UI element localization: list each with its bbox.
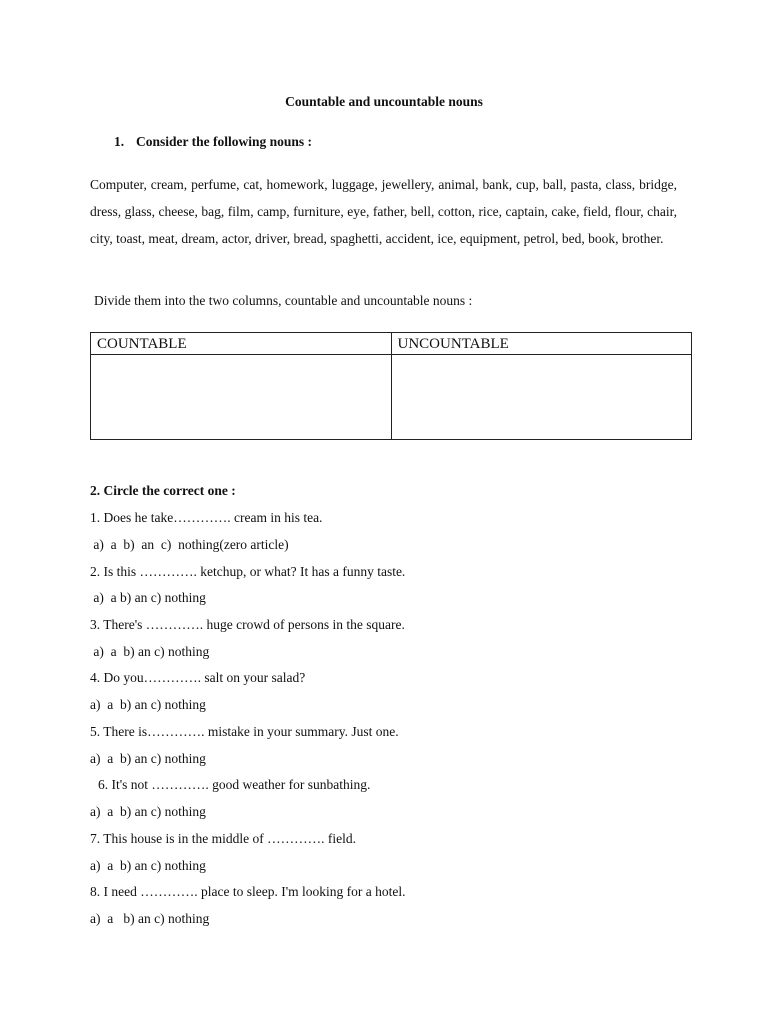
question-8-options: a) a b) an c) nothing (90, 911, 210, 926)
question-2: 2. Is this …………. ketchup, or what? It has a funny taste. (90, 564, 406, 579)
question-4: 4. Do you…………. salt on your salad? (90, 670, 306, 685)
divide-instruction: Divide them into the two columns, countable and uncountable nouns : (94, 293, 473, 308)
countable-answer-cell (91, 355, 392, 440)
countable-uncountable-table (90, 332, 692, 440)
question-8: 8. I need …………. place to sleep. I'm looking for a hotel. (90, 884, 406, 899)
uncountable-column-header: UNCOUNTABLE (391, 333, 692, 355)
question-4-options: a) a b) an c) nothing (90, 697, 206, 712)
question-1: 1. Does he take…………. cream in his tea. (90, 510, 323, 525)
question-7: 7. This house is in the middle of …………. field. (90, 831, 356, 846)
question-6-options: a) a b) an c) nothing (90, 804, 206, 819)
question-6: 6. It's not …………. good weather for sunbathing. (98, 777, 371, 792)
question-1-options: a) a b) an c) nothing(zero article) (90, 537, 289, 552)
countable-column-header: COUNTABLE (91, 333, 392, 355)
table-header-row (91, 333, 692, 355)
question-3: 3. There's …………. huge crowd of persons in the square. (90, 617, 405, 632)
question-5: 5. There is…………. mistake in your summary. Just one. (90, 724, 399, 739)
question-2-options: a) a b) an c) nothing (90, 590, 206, 605)
nouns-list-paragraph: Computer, cream, perfume, cat, homework, luggage, jewellery, animal, bank, cup, ball, pasta, class, bridge, dress, glass, cheese, bag, film, camp, furniture, eye, father, bell, cotton, rice, captain, cake, field, flour, chair, city, toast, meat, dream, actor, driver, bread, spaghetti, accident, ice, equipment, petrol, bed, book, brother. (90, 177, 677, 246)
section-1-heading (114, 134, 312, 150)
question-5-options: a) a b) an c) nothing (90, 751, 206, 766)
uncountable-answer-cell (391, 355, 692, 440)
section-1-number: 1. (114, 134, 125, 149)
question-7-options: a) a b) an c) nothing (90, 858, 206, 873)
table-answer-row (91, 355, 692, 440)
page-title: Countable and uncountable nouns (285, 94, 483, 109)
section-1-heading-text: Consider the following nouns : (136, 134, 313, 149)
section-2-heading: 2. Circle the correct one : (90, 483, 236, 498)
question-3-options: a) a b) an c) nothing (90, 644, 210, 659)
